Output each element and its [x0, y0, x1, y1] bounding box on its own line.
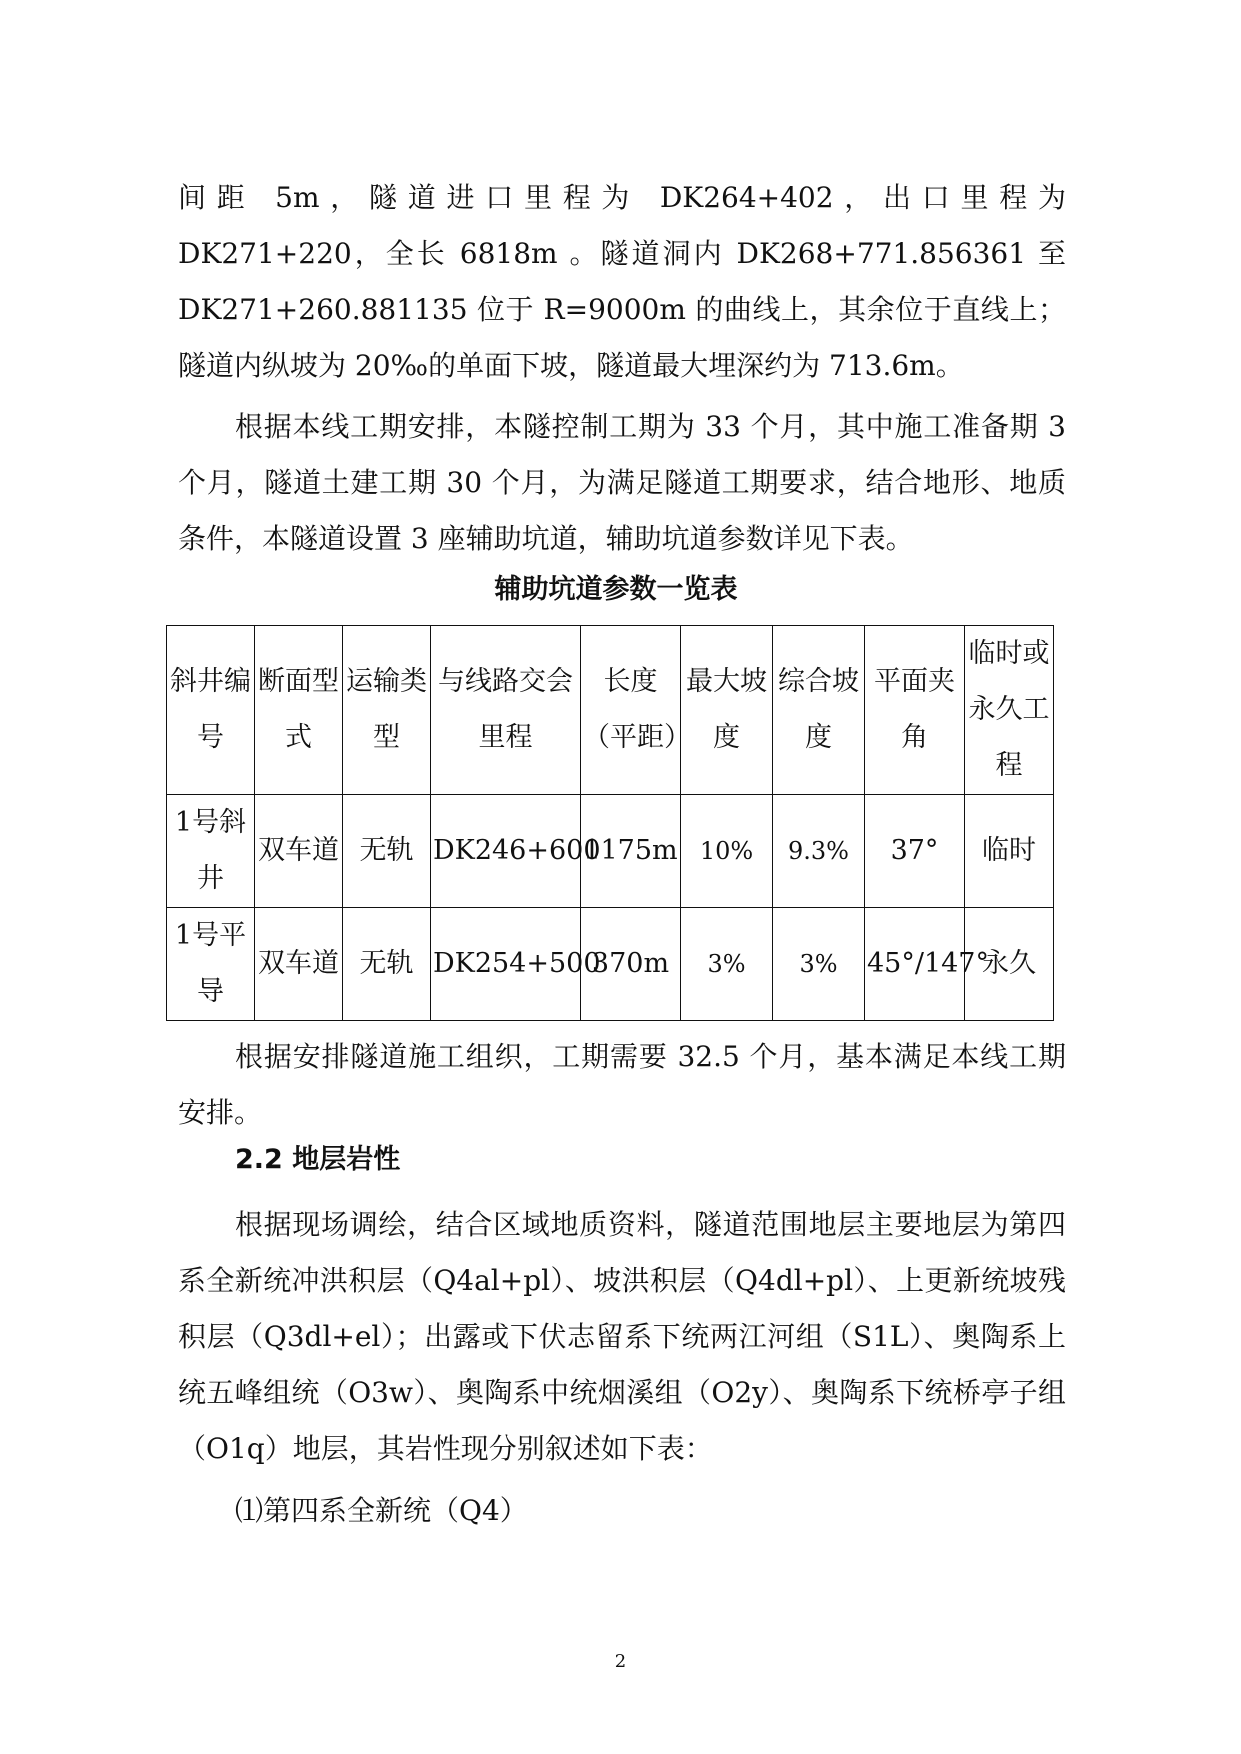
table-cell: 1号斜井 [167, 795, 255, 908]
table-cell: 45°/147° [865, 908, 965, 1021]
header-intersection-mileage: 与线路交会里程 [431, 626, 581, 795]
table-header-row [167, 626, 1054, 795]
table-cell: DK254+500 [431, 908, 581, 1021]
header-temporary-or-permanent: 临时或永久工程 [965, 626, 1054, 795]
header-shaft-number: 斜井编号 [167, 626, 255, 795]
table-cell: 双车道 [255, 908, 343, 1021]
paragraph-schedule: 根据本线工期安排，本隧控制工期为 33 个月，其中施工准备期 3 个月，隧道土建工期 30 个月，为满足隧道工期要求，结合地形、地质条件，本隧道设置 3 座辅助坑道，辅助坑道参数详见下表。 [178, 410, 1066, 555]
auxiliary-tunnel-table [166, 625, 1054, 1021]
table-cell: 1号平导 [167, 908, 255, 1021]
table-cell: 永久 [965, 908, 1054, 1021]
header-max-grade: 最大坡度 [681, 626, 773, 795]
table-cell: 3% [681, 908, 773, 1021]
paragraph-quaternary: ⑴第四系全新统（Q4） [235, 1494, 528, 1527]
table-cell: 37° [865, 795, 965, 908]
header-plane-angle: 平面夹角 [865, 626, 965, 795]
table-row [167, 908, 1054, 1021]
paragraph-strata: 根据现场调绘，结合区域地质资料，隧道范围地层主要地层为第四系全新统冲洪积层（Q4al+pl）、坡洪积层（Q4dl+pl）、上更新统坡残积层（Q3dl+el）；出露或下伏志留系下统两江河组（S1L）、奥陶系上统五峰组统（O3w）、奥陶系中统烟溪组（O2y）、奥陶系下统桥亭子组（O1q）地层，其岩性现分别叙述如下表： [178, 1208, 1066, 1465]
table-cell: 无轨 [343, 795, 431, 908]
table-cell: 双车道 [255, 795, 343, 908]
section-heading: 2.2 地层岩性 [235, 1144, 401, 1175]
table-title: 辅助坑道参数一览表 [494, 574, 738, 605]
table-row [167, 795, 1054, 908]
table-cell: 370m [581, 908, 681, 1021]
table-cell: 临时 [965, 795, 1054, 908]
header-transport-type: 运输类型 [343, 626, 431, 795]
table-cell: 无轨 [343, 908, 431, 1021]
table-cell: DK246+600 [431, 795, 581, 908]
header-section-type: 断面型式 [255, 626, 343, 795]
paragraph-tunnel-overview: 间距 5m，隧道进口里程为 DK264+402，出口里程为 DK271+220，全长 6818m 。隧道洞内 DK268+771.856361 至 DK271+260.881135 位于 R=9000m 的曲线上，其余位于直线上；隧道内纵坡为 20‰的单面下坡，隧道最大埋深约为 713.6m。 [178, 181, 1066, 382]
header-overall-grade: 综合坡度 [773, 626, 865, 795]
table-cell: 9.3% [773, 795, 865, 908]
table-cell: 1175m [581, 795, 681, 908]
page-number: 2 [614, 1651, 627, 1672]
header-length: 长度（平距） [581, 626, 681, 795]
paragraph-construction-period: 根据安排隧道施工组织，工期需要 32.5 个月，基本满足本线工期安排。 [178, 1040, 1066, 1129]
table-cell: 3% [773, 908, 865, 1021]
table-cell: 10% [681, 795, 773, 908]
